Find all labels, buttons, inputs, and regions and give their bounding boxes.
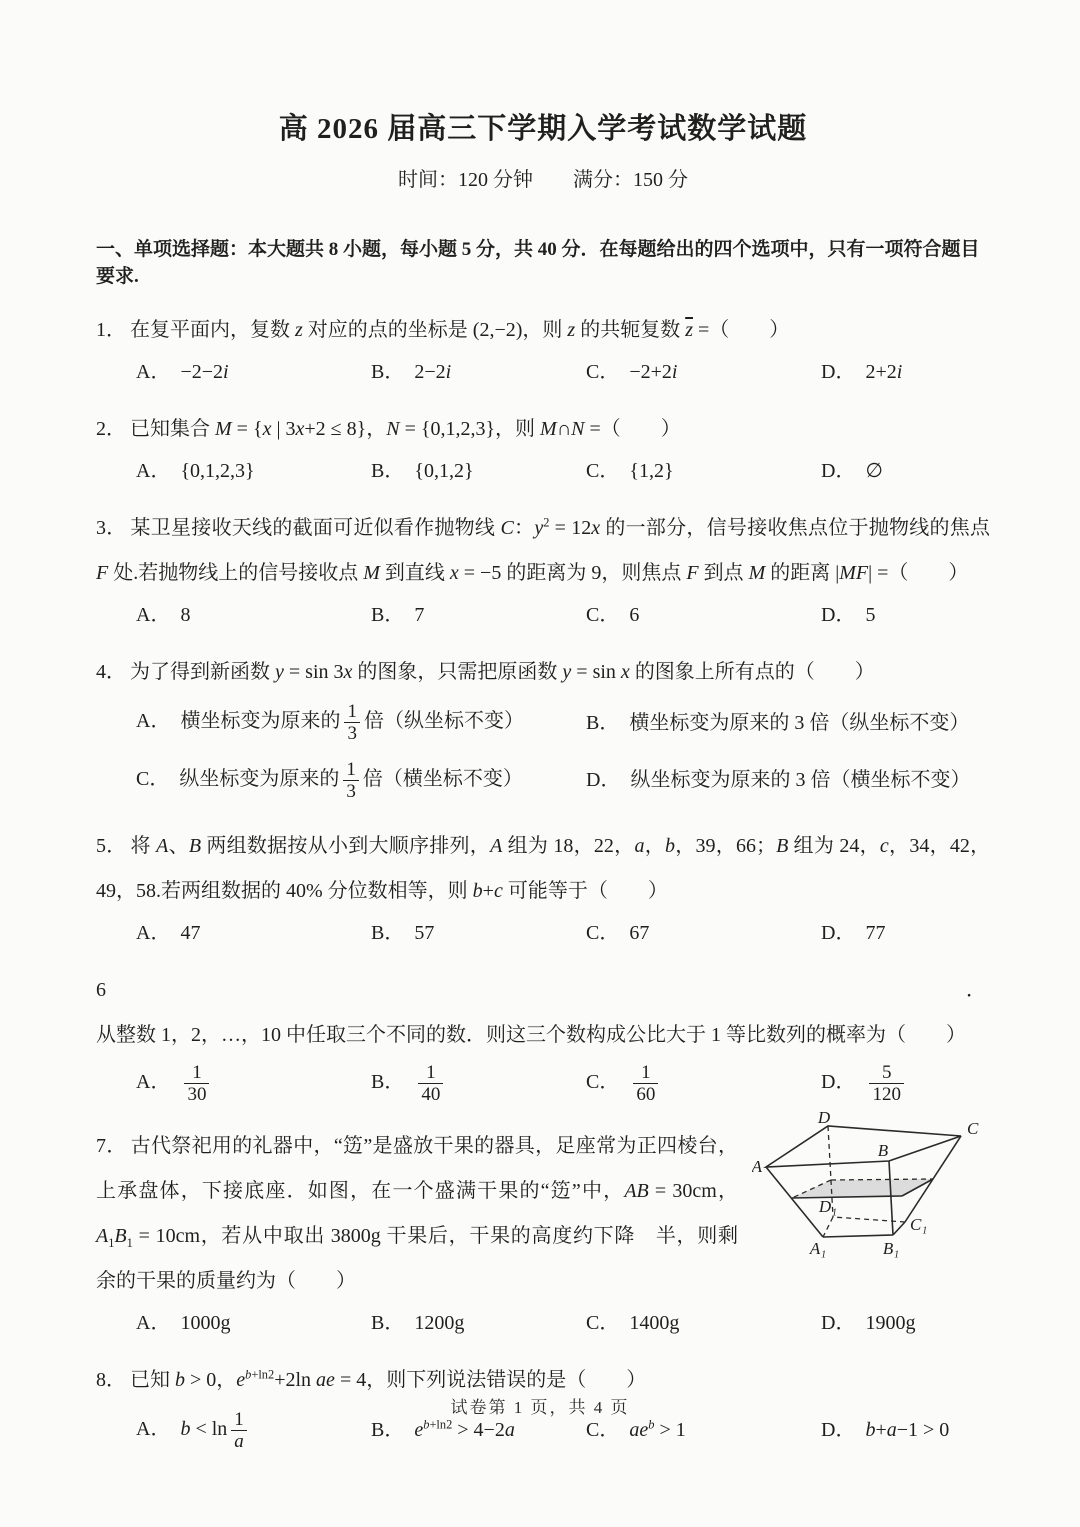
option-value: $\frac{1}{30}$	[180, 1071, 213, 1093]
question-5-option-a	[136, 920, 371, 946]
question-3-option-c	[586, 602, 821, 628]
question-4-options-row-1	[96, 695, 990, 753]
option-label: C．	[586, 1311, 620, 1334]
question-2-options	[96, 452, 990, 500]
option-value: $\frac{5}{120}$	[865, 1071, 908, 1093]
option-value: 6	[629, 604, 640, 626]
question-7-option-b	[371, 1310, 586, 1336]
vertex-label-a1: A₁	[809, 1238, 827, 1258]
question-3	[96, 506, 990, 644]
vertex-label-b: B	[877, 1140, 889, 1160]
option-value: {0,1,2}	[414, 460, 474, 482]
question-1-option-b	[371, 359, 586, 385]
option-label: B．	[371, 1071, 405, 1094]
question-2-option-a	[136, 458, 371, 484]
question-8-option-c	[586, 1417, 821, 1443]
question-4-option-b	[586, 710, 990, 736]
question-6-option-d	[821, 1060, 990, 1108]
option-label: D．	[821, 1311, 856, 1334]
option-label: A．	[136, 1417, 171, 1440]
question-4	[96, 650, 990, 818]
option-label: C．	[586, 460, 620, 482]
option-label: C．	[586, 361, 620, 383]
option-label: C．	[586, 922, 620, 945]
option-value: 5	[865, 604, 876, 626]
vertex-label-b1: B₁	[882, 1238, 900, 1258]
option-value: −2+2i	[629, 361, 678, 383]
option-value: 1200g	[414, 1311, 465, 1334]
question-5-option-b	[371, 920, 586, 946]
question-3-option-d	[821, 602, 990, 628]
option-label: B．	[371, 460, 405, 482]
question-7-text: 古代祭祀用的礼器中，“笾”是盛放干果的器具，足座常为正四棱台，上承盘体，下接底座．如图，在一个盛满干果的“笾”中，AB = 30cm，$A_1B_1 = 10cm$，若从中取出 3800g 干果后，干果的高度约下降 半，则剩余的干果的质量约为（ ）	[96, 1134, 738, 1292]
option-value: 1400g	[629, 1311, 680, 1334]
frustum-diagram	[752, 1110, 990, 1260]
question-4-number: 4．	[96, 661, 126, 683]
option-value: 7	[414, 604, 425, 626]
vertex-label-c: C	[967, 1118, 979, 1138]
question-3-number: 3．	[96, 517, 127, 539]
question-4-stem	[96, 650, 990, 695]
option-value: $e^{b+ln2} > 4-2a$	[414, 1417, 515, 1442]
option-value: {1,2}	[629, 460, 674, 482]
option-value: b < ln $\frac{1}{a}$	[180, 1418, 250, 1440]
question-1-options	[96, 353, 990, 401]
question-2-option-c	[586, 458, 821, 484]
question-1-option-c	[586, 359, 821, 385]
option-value: $\frac{1}{60}$	[629, 1071, 662, 1093]
option-value: 2−2i	[414, 361, 452, 383]
option-value: 2+2i	[865, 361, 903, 383]
question-4-options-row-2	[96, 753, 990, 819]
question-4-option-a	[136, 699, 586, 747]
option-label: B．	[371, 1311, 405, 1334]
option-value: 8	[180, 604, 191, 626]
option-label: D．	[821, 361, 856, 383]
option-label: A．	[136, 1071, 171, 1094]
question-2-text: 已知集合 M = {x | 3x+2 ≤ 8}，N = {0,1,2,3}，则 M∩N =（ ）	[130, 418, 681, 440]
option-label: D．	[821, 1071, 856, 1094]
option-value: {0,1,2,3}	[180, 460, 255, 482]
option-value: 1000g	[180, 1311, 231, 1334]
question-6-number: 6．	[96, 979, 986, 1002]
question-7-option-a	[136, 1310, 371, 1336]
question-8-text: 已知 b > 0，$e^{b+ln2}+2\ln$ ae = 4，则下列说法错误的是（ ）	[130, 1366, 647, 1391]
option-label: B．	[371, 922, 405, 945]
question-5-number: 5．	[96, 835, 127, 858]
vertex-label-c1: C₁	[910, 1214, 928, 1234]
question-5-stem	[96, 824, 990, 914]
option-value: 57	[414, 922, 435, 945]
question-2-option-b	[371, 458, 586, 484]
question-3-option-a	[136, 602, 371, 628]
option-label: B．	[371, 361, 405, 383]
question-3-stem	[96, 506, 990, 596]
question-5-options	[96, 914, 990, 962]
option-label: D．	[821, 1419, 856, 1442]
option-label: D．	[586, 769, 621, 792]
question-7-figure	[752, 1110, 990, 1260]
question-1	[96, 308, 990, 401]
question-3-options	[96, 596, 990, 644]
question-8-option-b	[371, 1417, 586, 1443]
question-7-number: 7．	[96, 1134, 127, 1157]
question-2-number: 2．	[96, 418, 126, 440]
exam-title: 高 2026 届高三下学期入学考试数学试题	[278, 113, 808, 145]
question-5-option-d	[821, 920, 990, 946]
option-value: b+a−1 > 0	[865, 1419, 950, 1442]
exam-time-score: 时间：120 分钟 满分：150 分	[398, 169, 688, 191]
question-6-stem	[96, 968, 990, 1058]
question-2-stem	[96, 407, 990, 452]
option-value: 1900g	[865, 1311, 916, 1334]
option-value: $\frac{1}{40}$	[414, 1071, 447, 1093]
question-1-option-a	[136, 359, 371, 385]
option-value: 横坐标变为原来的 3 倍（纵坐标不变）	[629, 711, 970, 734]
question-1-text: 在复平面内，复数 z 对应的点的坐标是 (2,−2)，则 z 的共轭复数 $\overline{z}$ =（ ）	[130, 319, 790, 341]
question-1-number: 1．	[96, 319, 126, 341]
option-value: −2−2i	[180, 361, 229, 383]
option-value: 纵坐标变为原来的 3 倍（横坐标不变）	[630, 769, 971, 792]
question-8-number: 8．	[96, 1368, 126, 1391]
option-label: A．	[136, 710, 171, 733]
question-5-text: 将 A、B 两组数据按从小到大顺序排列，A 组为 18，22，a，b，39，66；B 组为 24，c，34，42，49，58.若两组数据的 40% 分位数相等，则 b+c 可能等于（ ）	[96, 835, 991, 903]
option-value: 47	[180, 922, 201, 945]
question-7-option-d	[821, 1310, 990, 1336]
question-3-text: 某卫星接收天线的截面可近似看作抛物线 C：$y^2 = 12x$ 的一部分，信号接收焦点位于抛物线的焦点 F 处.若抛物线上的信号接收点 M 到直线 x = −5 的距离为 9，则焦点 F 到点 M 的距离 |MF| =（ ）	[96, 515, 991, 584]
option-value: ∅	[865, 460, 883, 482]
option-label: B．	[586, 711, 620, 734]
option-label: A．	[136, 922, 171, 945]
option-label: A．	[136, 604, 171, 626]
option-label: B．	[371, 604, 405, 626]
question-2	[96, 407, 990, 500]
option-label: C．	[586, 604, 620, 626]
question-6-option-c	[586, 1060, 821, 1108]
option-label: D．	[821, 922, 856, 945]
option-label: C．	[136, 767, 170, 790]
option-value: 67	[629, 922, 650, 945]
option-value: 77	[865, 922, 886, 945]
question-5	[96, 824, 990, 962]
question-6-option-a	[136, 1060, 371, 1108]
option-label: B．	[371, 1419, 405, 1442]
option-label: A．	[136, 460, 171, 482]
option-value: $ae^b > 1$	[629, 1417, 686, 1442]
vertex-label-d1: D₁	[818, 1196, 838, 1216]
option-label: D．	[821, 604, 856, 626]
page-footer: 试卷第 1 页，共 4 页	[450, 1398, 630, 1417]
question-4-option-d	[586, 767, 990, 793]
question-4-text: 为了得到新函数 y = sin 3x 的图象，只需把原函数 y = sin x 的图象上所有点的（ ）	[130, 661, 875, 683]
option-label: C．	[586, 1071, 620, 1094]
question-8-option-d	[821, 1417, 990, 1443]
question-5-option-c	[586, 920, 821, 946]
vertex-label-a: A	[752, 1156, 762, 1176]
question-4-option-c	[136, 757, 586, 805]
question-7-option-c	[586, 1310, 821, 1336]
option-value: 纵坐标变为原来的 $\frac{1}{3}$ 倍（横坐标不变）	[179, 758, 523, 802]
option-label: D．	[821, 460, 856, 482]
question-7-options	[96, 1304, 990, 1352]
question-1-stem	[96, 308, 990, 353]
question-6-text: 从整数 1，2，…，10 中任取三个不同的数．则这三个数构成公比大于 1 等比数列的概率为（ ）	[96, 1024, 966, 1047]
option-label: C．	[586, 1419, 620, 1442]
vertex-label-d: D	[817, 1109, 831, 1127]
section-1-header: 一、单项选择题：本大题共 8 小题，每小题 5 分，共 40 分．在每题给出的四个选项中，只有一项符合题目要求.	[96, 239, 980, 287]
option-label: A．	[136, 1311, 171, 1334]
question-6-option-b	[371, 1060, 586, 1108]
option-label: A．	[136, 361, 171, 383]
question-1-option-d	[821, 359, 990, 385]
question-7	[96, 1109, 990, 1352]
question-2-option-d	[821, 458, 990, 484]
question-3-option-b	[371, 602, 586, 628]
option-value: 横坐标变为原来的 $\frac{1}{3}$ 倍（纵坐标不变）	[180, 701, 524, 745]
question-6	[96, 968, 990, 1118]
